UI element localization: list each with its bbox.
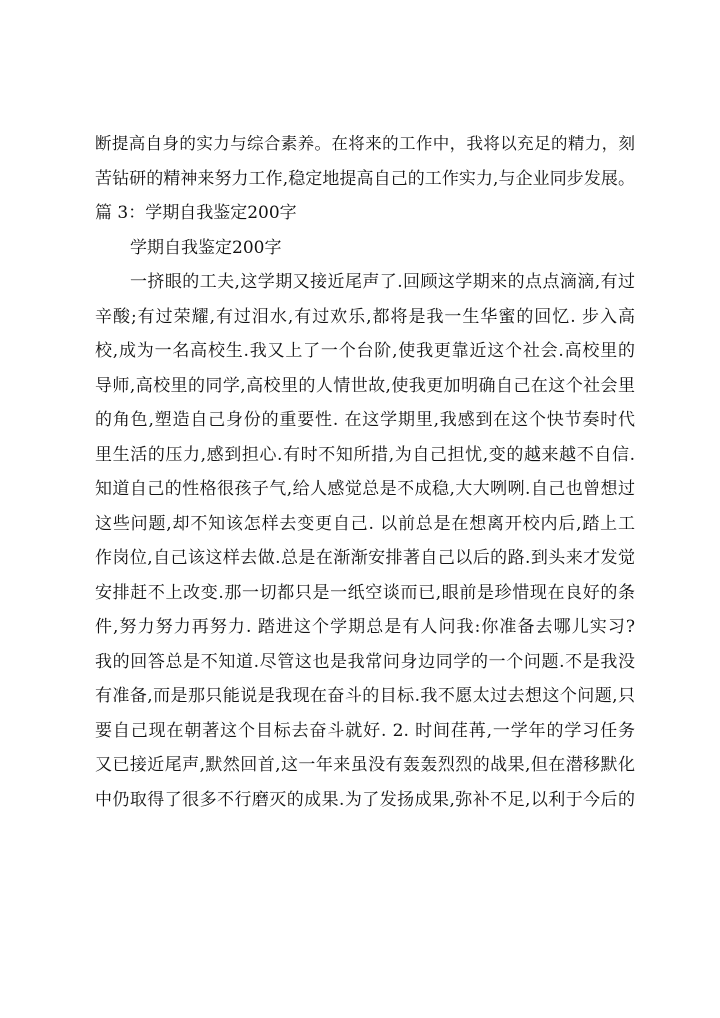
text-line: 又已接近尾声,默然回首,这一年来虽没有轰轰烈烈的战果,但在潜移默化 [95, 755, 635, 775]
text-line: 里生活的压力,感到担心.有时不知所措,为自己担忧,变的越来越不自信. [95, 444, 635, 465]
text-line: 的角色,塑造自己身份的重要性. 在这学期里,我感到在这个快节奏时代 [95, 410, 635, 430]
text-line: 中仍取得了很多不行磨灭的成果.为了发扬成果,弥补不足,以利于今后的 [95, 789, 635, 810]
text-line: 辛酸;有过荣耀,有过泪水,有过欢乐,都将是我一生华蜜的回忆. 步入高 [95, 306, 635, 327]
text-line: 有准备,而是那只能说是我现在奋斗的目标.我不愿太过去想这个问题,只 [95, 686, 635, 706]
text-line: 件,努力努力再努力. 踏进这个学期总是有人问我:你准备去哪儿实习? [95, 617, 635, 637]
text-line: 一挤眼的工夫,这学期又接近尾声了.回顾这学期来的点点滴滴,有过 [130, 272, 635, 292]
section-heading: 篇 3：学期自我鉴定200字 [95, 203, 297, 223]
text-line: 安排赶不上改变.那一切都只是一纸空谈而已,眼前是珍惜现在良好的条 [95, 582, 635, 603]
text-line: 苦钻研的精神来努力工作,稳定地提高自己的工作实力,与企业同步发展。 [95, 168, 635, 189]
document-body [95, 127, 635, 817]
text-line: 作岗位,自己该这样去做.总是在渐渐安排著自己以后的路.到头来才发觉 [95, 548, 635, 568]
text-line: 知道自己的性格很孩子气,给人感觉总是不成稳,大大咧咧.自己也曾想过 [95, 479, 635, 499]
text-line: 导师,高校里的同学,高校里的人情世故,使我更加明确自己在这个社会里 [95, 375, 635, 396]
text-line: 这些问题,却不知该怎样去变更自己. 以前总是在想离开校内后,踏上工 [95, 513, 635, 534]
text-line: 要自己现在朝著这个目标去奋斗就好. 2. 时间荏苒,一学年的学习任务 [95, 720, 635, 741]
text-line: 校,成为一名高校生.我又上了一个台阶,使我更靠近这个社会.高校里的 [95, 341, 635, 361]
text-line: 断提高自身的实力与综合素养。在将来的工作中，我将以充足的精力，刻 [95, 134, 635, 153]
article-title: 学期自我鉴定200字 [130, 237, 282, 258]
text-line: 我的回答总是不知道.尽管这也是我常问身边同学的一个问题.不是我没 [95, 651, 635, 672]
